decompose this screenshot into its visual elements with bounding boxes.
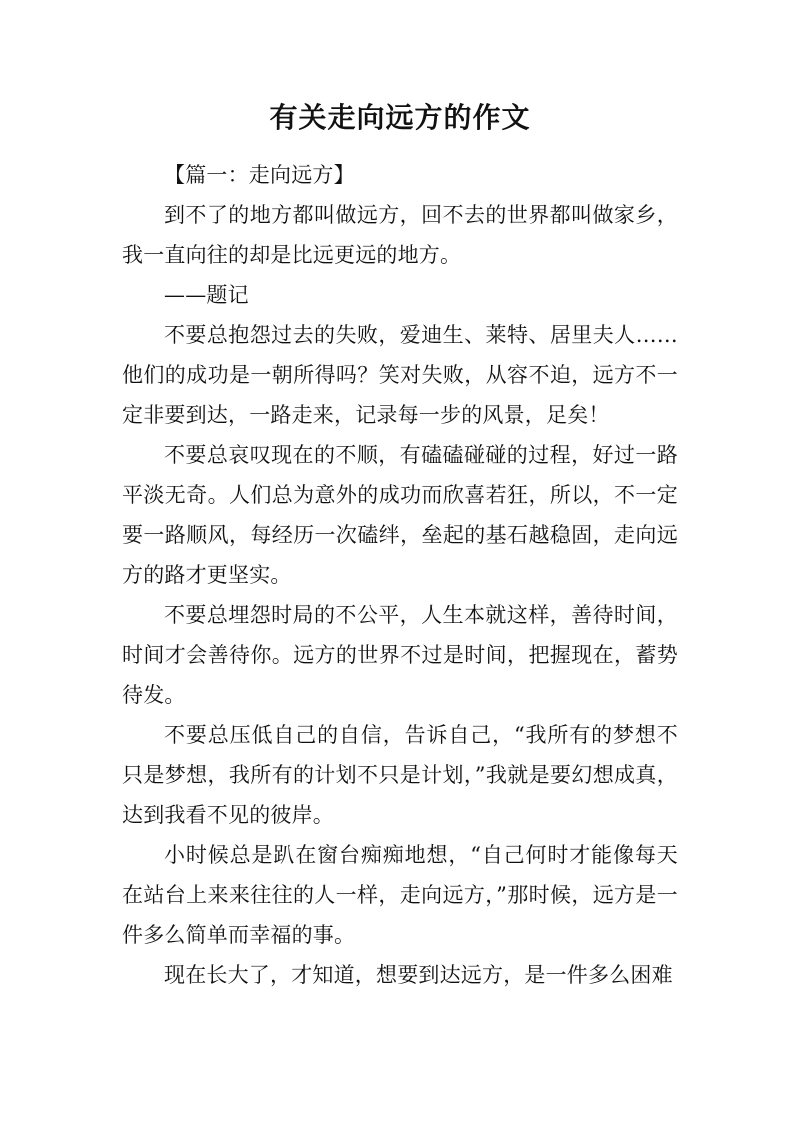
paragraph: 到不了的地方都叫做远方，回不去的世界都叫做家乡，我一直向往的却是比远更远的地方。 xyxy=(122,203,678,267)
paragraph: 小时候总是趴在窗台痴痴地想，“自己何时才能像每天在站台上来来往往的人一样，走向远方，”那时候，远方是一件多么简单而幸福的事。 xyxy=(122,843,678,947)
document-title: 有关走向远方的作文 xyxy=(269,101,531,134)
paragraph: 现在长大了，才知道，想要到达远方，是一件多么困难 xyxy=(164,963,673,987)
document-body xyxy=(122,155,678,995)
paragraph: 不要总抱怨过去的失败，爱迪生、莱特、居里夫人……他们的成功是一朝所得吗？笑对失败，从容不迫，远方不一定非要到达，一路走来，记录每一步的风景，足矣！ xyxy=(122,323,678,427)
paragraph: 不要总埋怨时局的不公平，人生本就这样，善待时间，时间才会善待你。远方的世界不过是时间，把握现在，蓄势待发。 xyxy=(122,603,678,707)
section-heading: 【篇一：走向远方】 xyxy=(164,163,355,187)
paragraph: 不要总哀叹现在的不顺，有磕磕碰碰的过程，好过一路平淡无奇。人们总为意外的成功而欣喜若狂，所以，不一定要一路顺风，每经历一次磕绊，垒起的基石越稳固，走向远方的路才更坚实。 xyxy=(122,443,678,587)
epigraph-attribution: ——题记 xyxy=(164,283,249,307)
paragraph: 不要总压低自己的自信，告诉自己，“我所有的梦想不只是梦想，我所有的计划不只是计划，”我就是要幻想成真，达到我看不见的彼岸。 xyxy=(122,723,678,827)
